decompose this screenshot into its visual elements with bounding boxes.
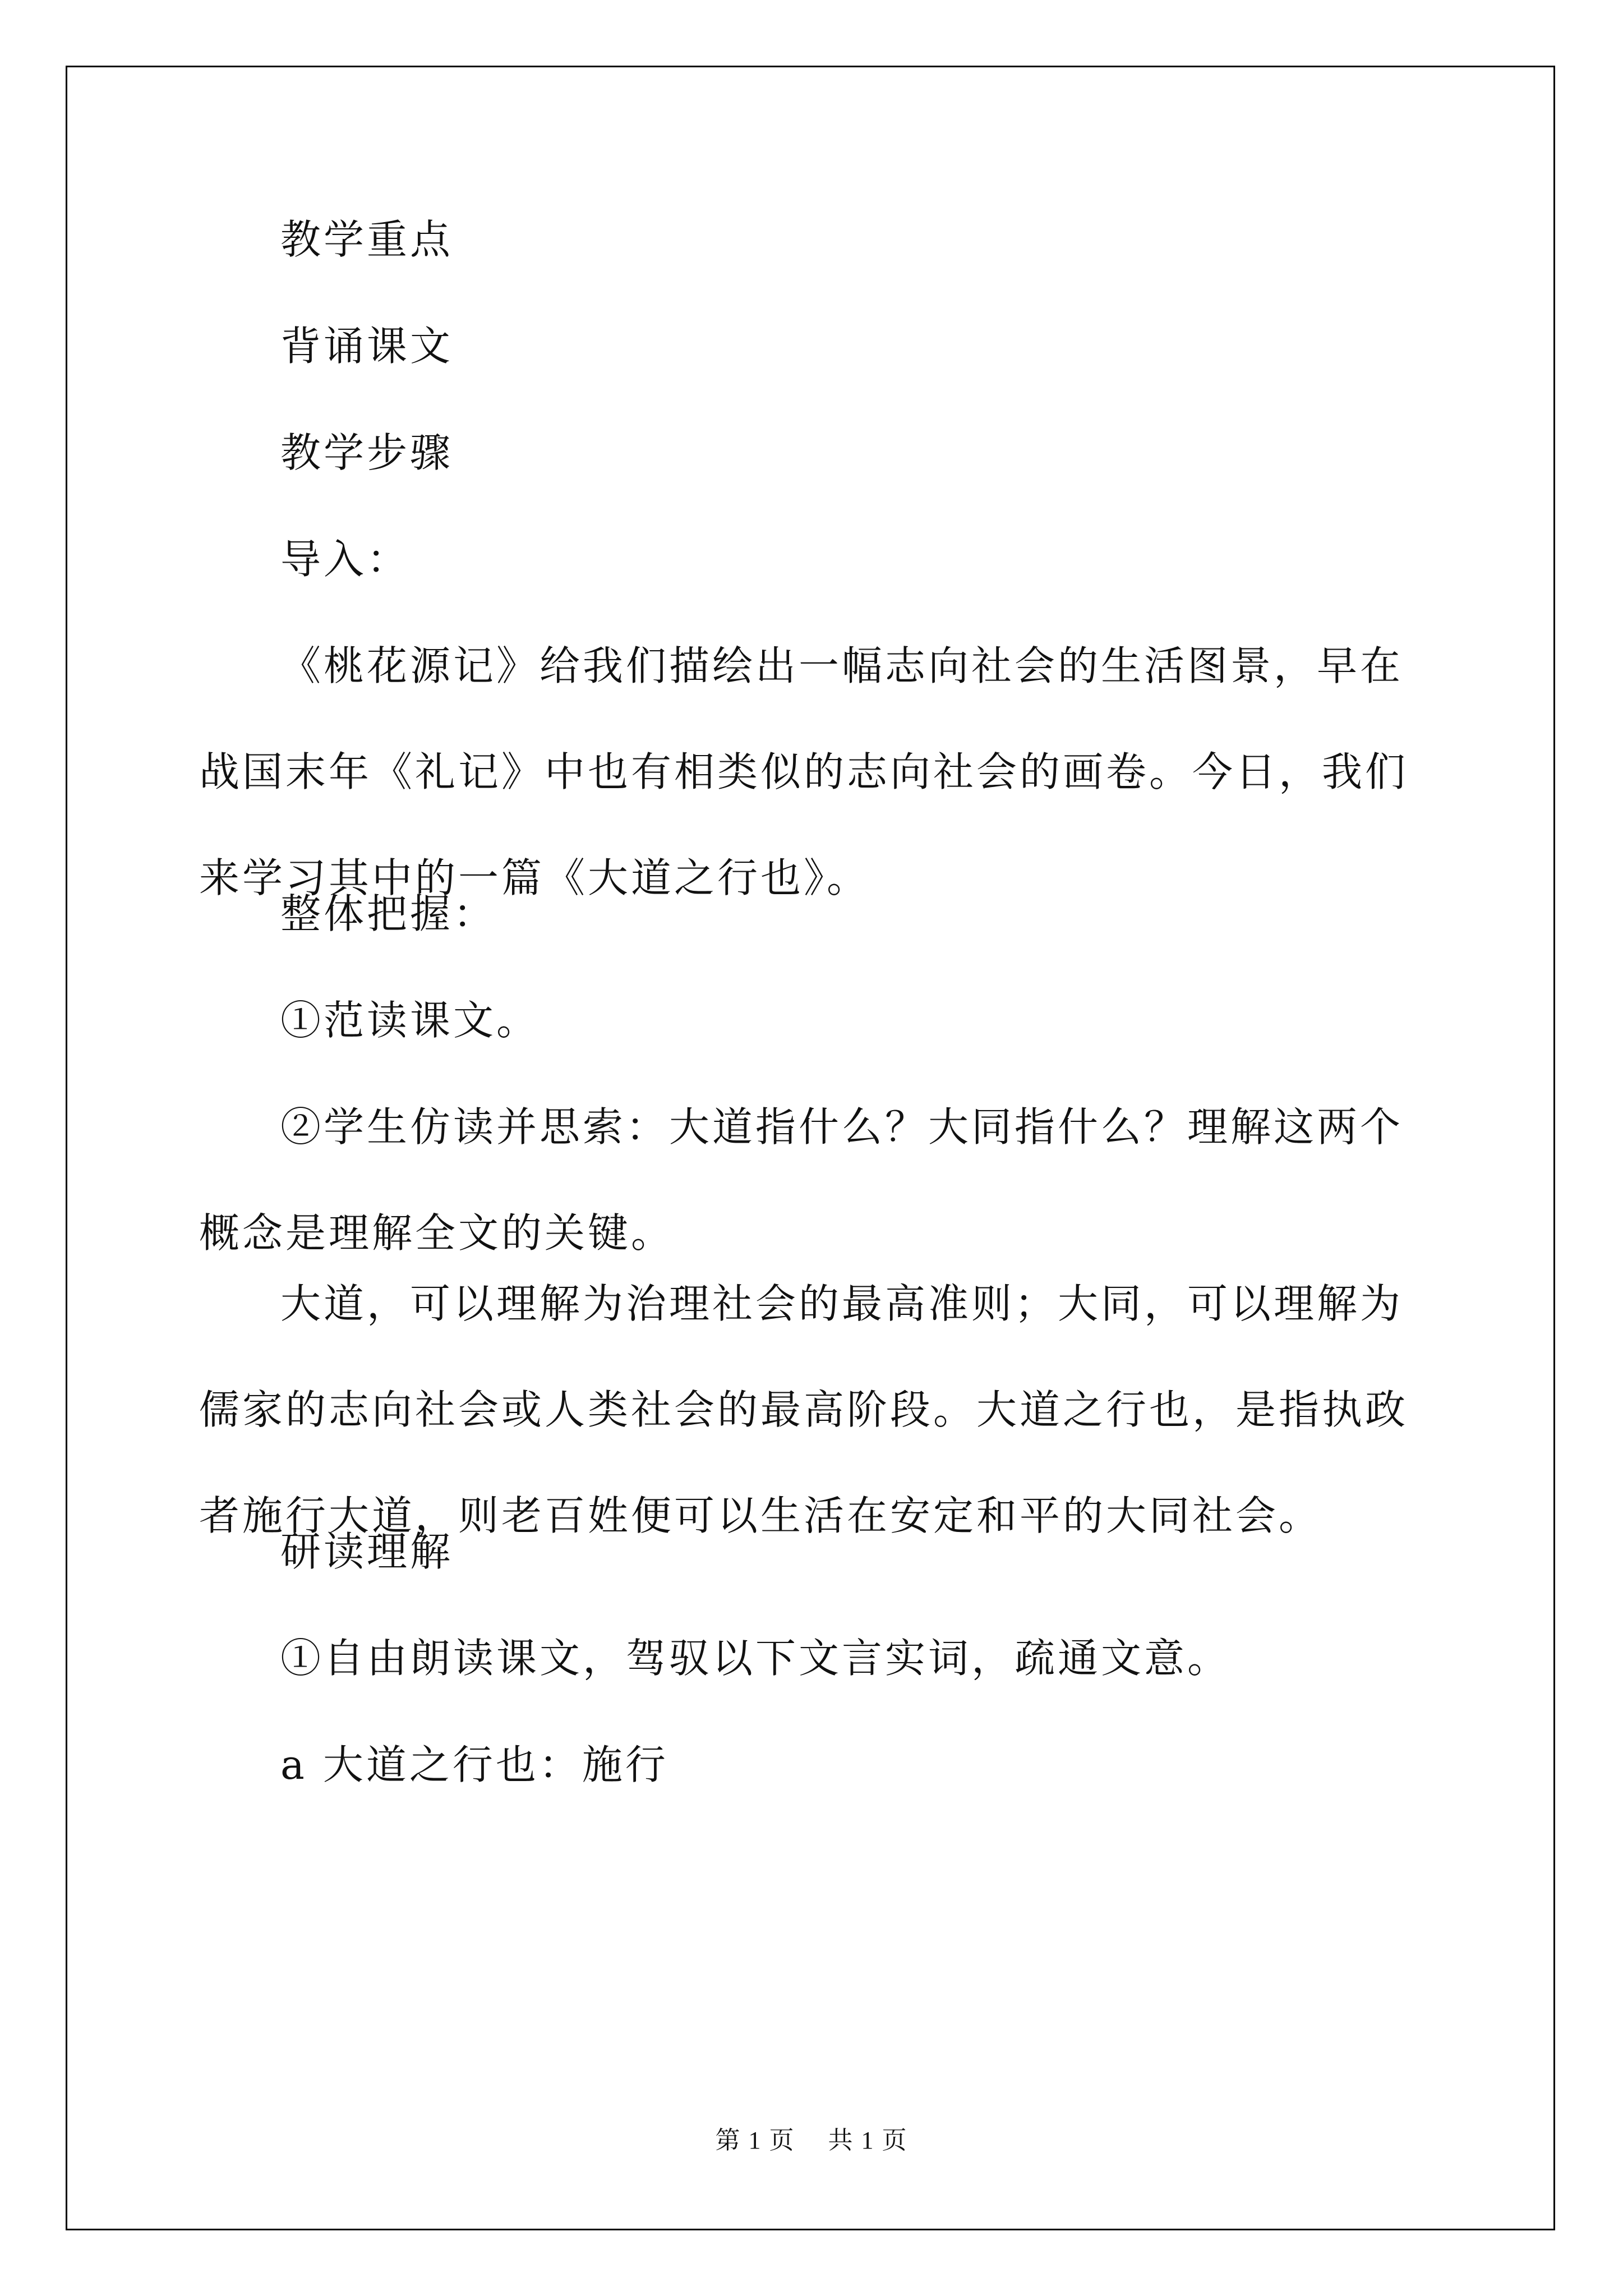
heading-introduction: 导入： [280, 536, 411, 583]
heading-overall-grasp: 整体把握： [280, 890, 497, 937]
heading-teaching-steps: 教学步骤 [280, 429, 454, 476]
document-body [199, 216, 1430, 1853]
list-item-free-reading: ①自由朗读课文，驾驭以下文言实词，疏通文意。 [280, 1635, 1231, 1682]
heading-study-understanding: 研读理解 [280, 1528, 454, 1575]
paragraph-explanation: 大道，可以理解为治理社会的最高准则；大同，可以理解为儒家的志向社会或人类社会的最高阶段。大道之行也，是指执政者施行大道，则老百姓便可以生活在安定和平的大同社会。 [199, 1280, 1409, 1539]
page-number: 第 1 页 共 1 页 [715, 2127, 908, 2154]
list-item-model-reading: ①范读课文。 [280, 997, 540, 1044]
heading-teaching-focus: 教学重点 [280, 216, 454, 263]
text-recite: 背诵课文 [280, 323, 454, 370]
paragraph-introduction: 《桃花源记》给我们描绘出一幅志向社会的生活图景，早在战国末年《礼记》中也有相类似的志向社会的画卷。今日，我们来学习其中的一篇《大道之行也》。 [199, 642, 1409, 901]
list-item-student-reading: ②学生仿读并思索：大道指什么？大同指什么？理解这两个概念是理解全文的关键。 [199, 1103, 1404, 1257]
list-item-vocab-a: a 大道之行也：施行 [280, 1741, 668, 1788]
